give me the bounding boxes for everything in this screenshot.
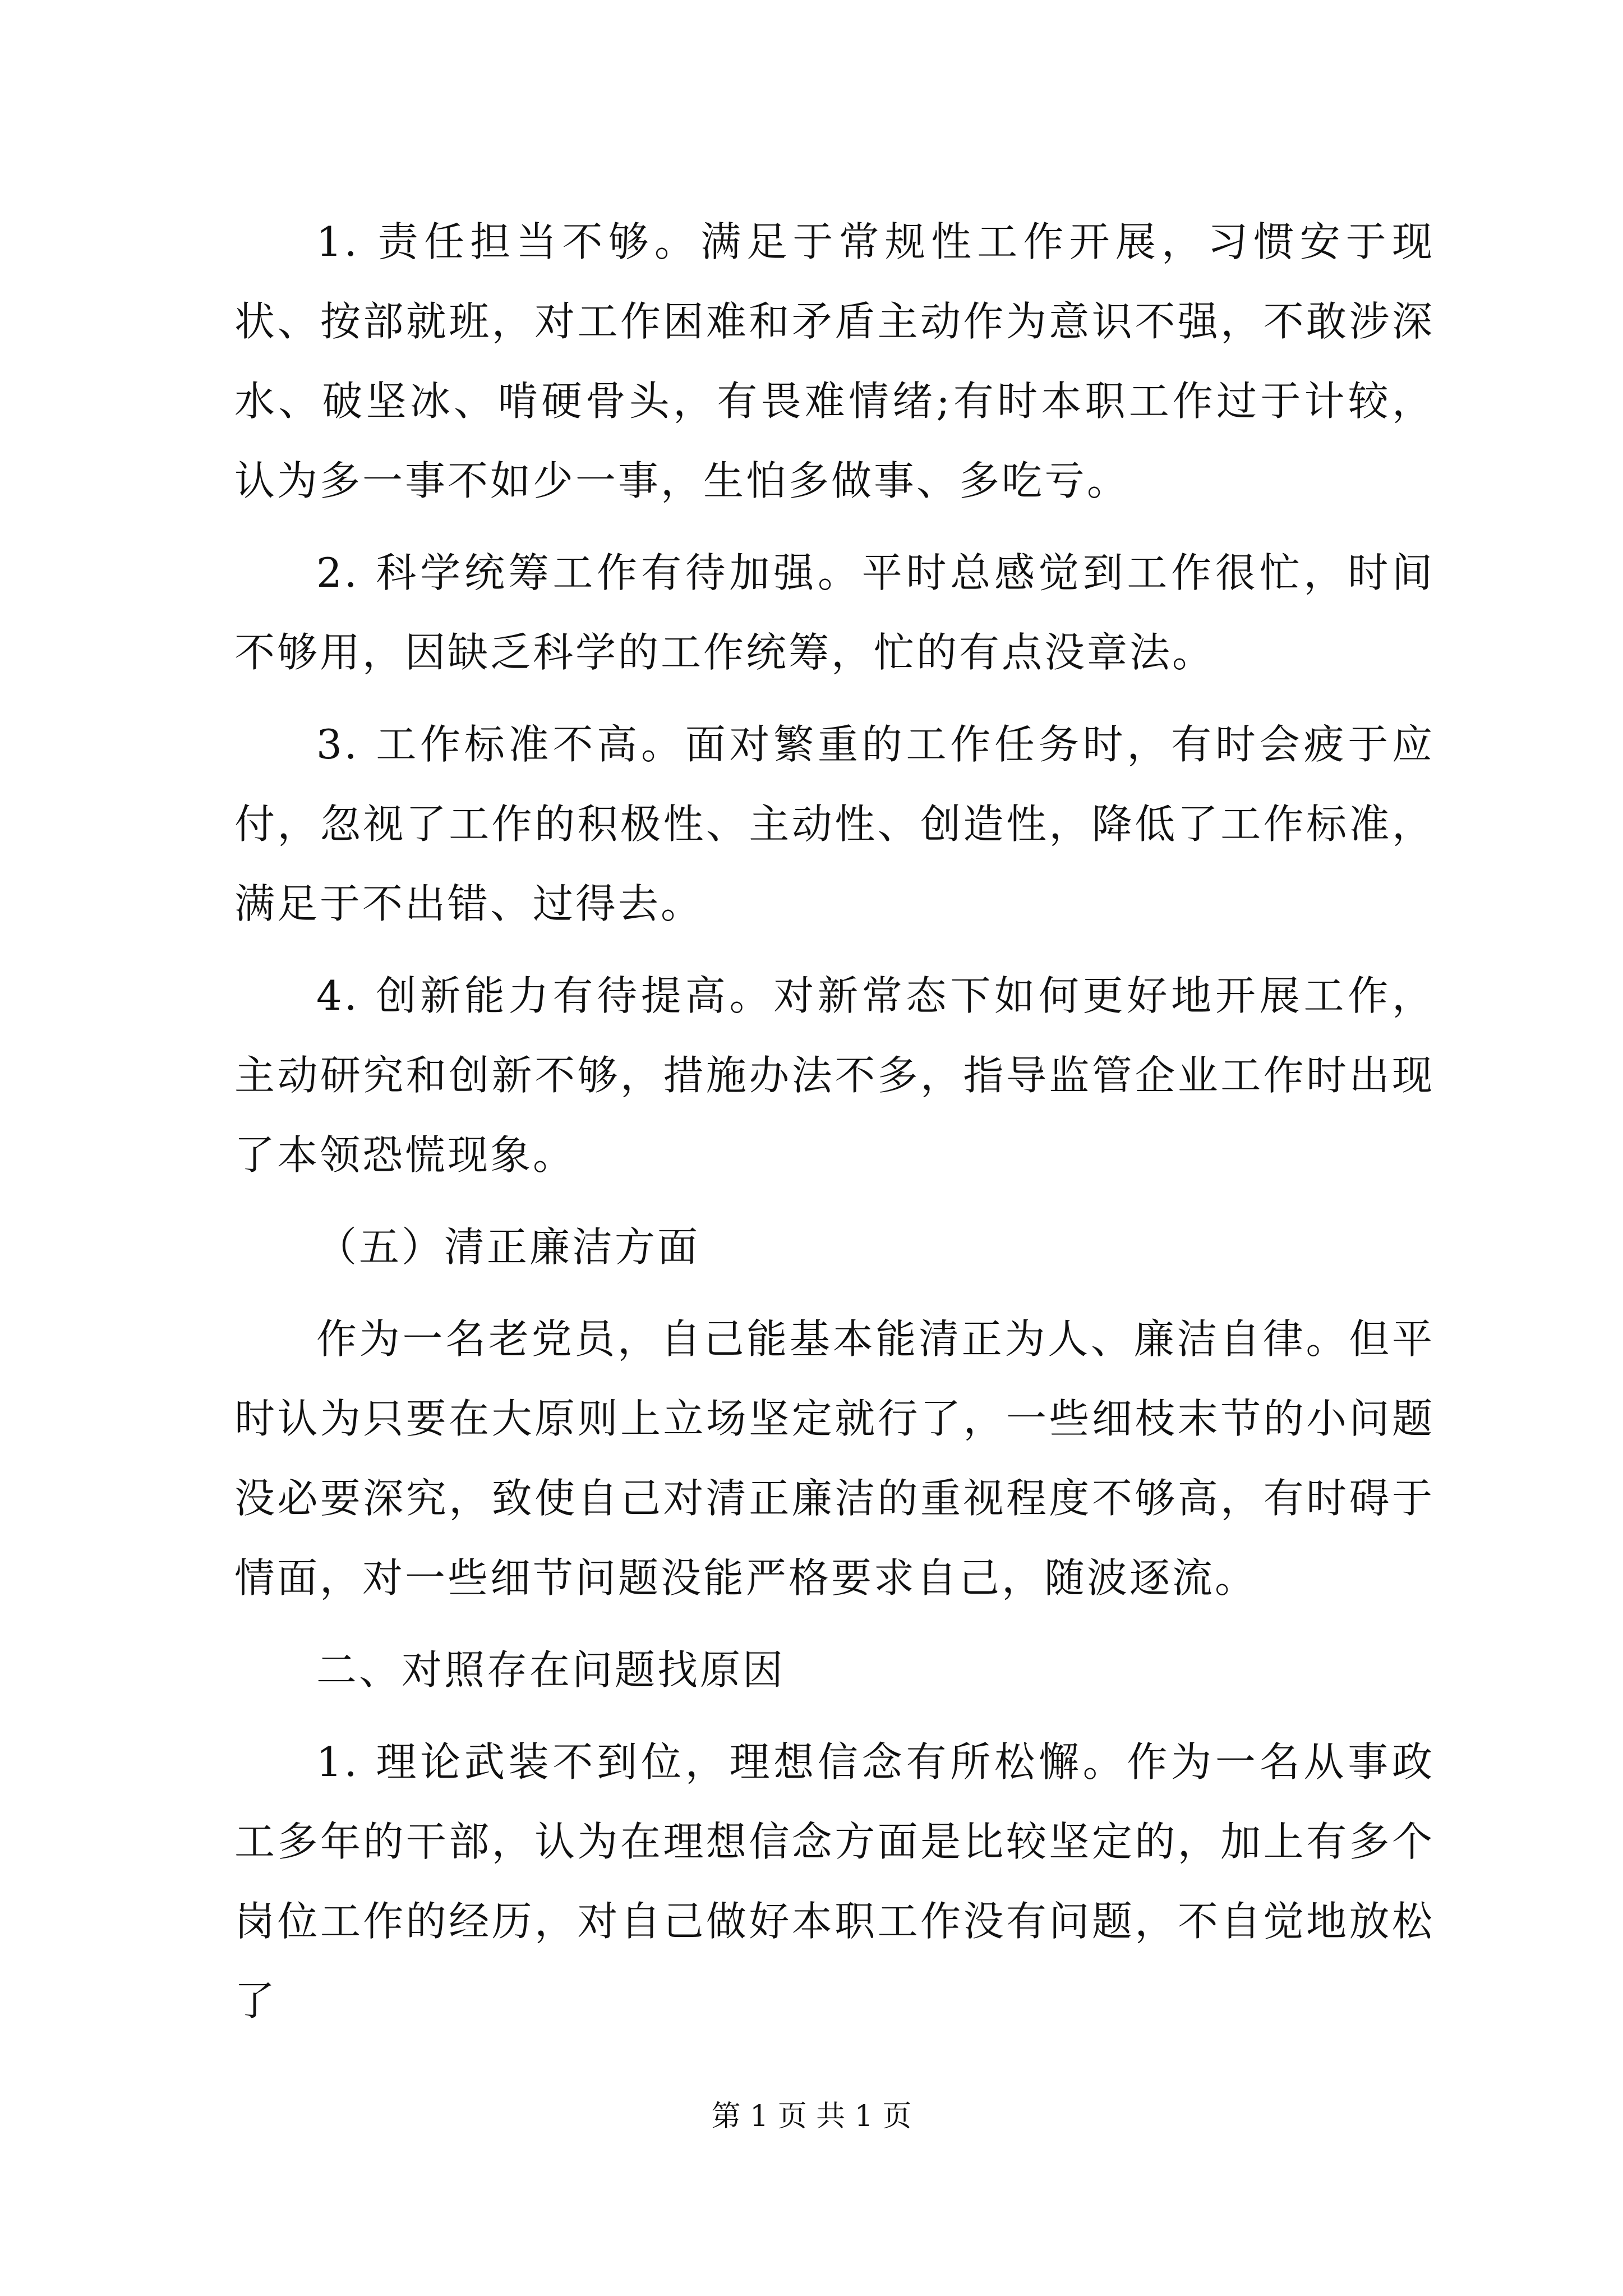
document-body	[234, 202, 1435, 2053]
page-footer: 第 1 页 共 1 页	[711, 2100, 912, 2133]
paragraph-innovation: 4. 创新能力有待提高。对新常态下如何更好地开展工作，主动研究和创新不够，措施办法不多，指导监管企业工作时出现了本领恐慌现象。	[234, 972, 1435, 1179]
paragraph-responsibility: 1. 责任担当不够。满足于常规性工作开展，习惯安于现状、按部就班，对工作困难和矛盾主动作为意识不强，不敢涉深水、破坚冰、啃硬骨头，有畏难情绪;有时本职工作过于计较，认为多一事不如少一事，生怕多做事、多吃亏。	[234, 218, 1435, 504]
paragraph-integrity: 作为一名老党员，自己能基本能清正为人、廉洁自律。但平时认为只要在大原则上立场坚定就行了，一些细枝末节的小问题没必要深究，致使自己对清正廉洁的重视程度不够高，有时碍于情面，对一些细节问题没能严格要求自己，随波逐流。	[234, 1315, 1435, 1602]
section-heading-integrity: （五）清正廉洁方面	[316, 1223, 700, 1271]
paragraph-coordination: 2. 科学统筹工作有待加强。平时总感觉到工作很忙，时间不够用，因缺乏科学的工作统筹，忙的有点没章法。	[234, 549, 1435, 676]
paragraph-theory: 1. 理论武装不到位，理想信念有所松懈。作为一名从事政工多年的干部，认为在理想信念方面是比较坚定的，加上有多个岗位工作的经历，对自己做好本职工作没有问题，不自觉地放松了	[234, 1738, 1435, 2024]
paragraph-work-standard: 3. 工作标准不高。面对繁重的工作任务时，有时会疲于应付，忽视了工作的积极性、主动性、创造性，降低了工作标准，满足于不出错、过得去。	[234, 721, 1435, 927]
section-heading-causes: 二、对照存在问题找原因	[316, 1646, 786, 1694]
